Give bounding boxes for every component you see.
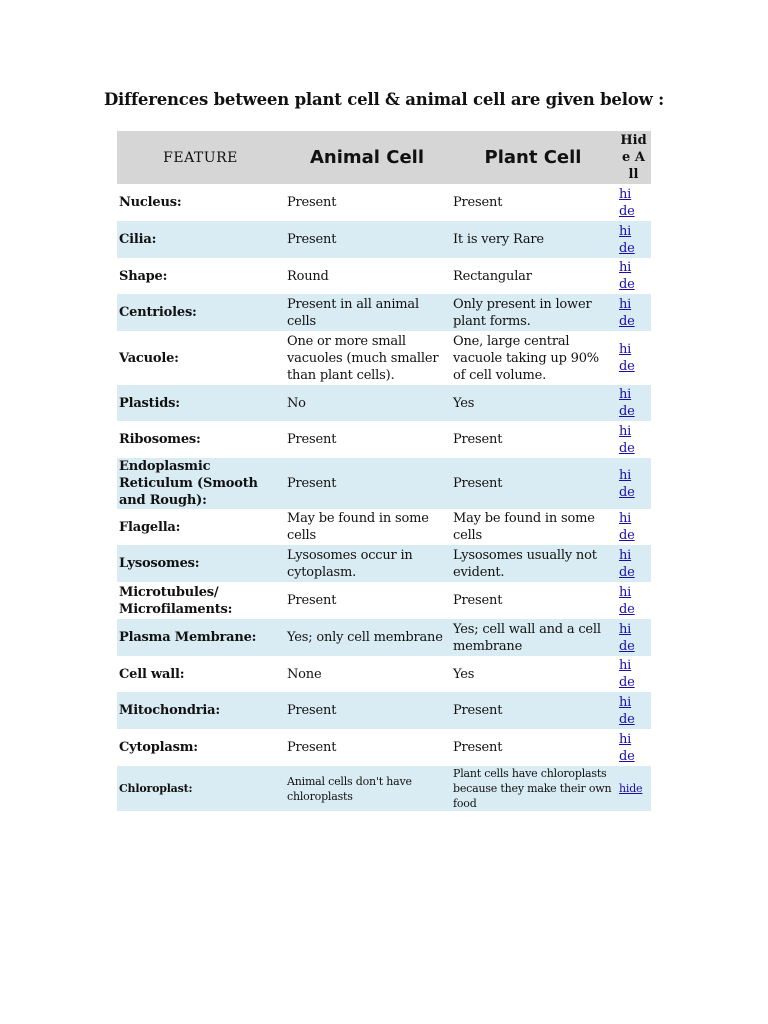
hide-row-link[interactable]: hide <box>619 547 635 580</box>
plant-cell-value: May be found in some cells <box>453 511 595 543</box>
plant-cell-value: Yes <box>453 666 475 682</box>
plant-cell-value: It is very Rare <box>450 221 616 258</box>
feature-cell: Chloroplast: <box>117 766 284 811</box>
feature-cell: Flagella: <box>119 519 181 535</box>
animal-cell-value: Yes; only cell membrane <box>284 619 450 656</box>
plant-cell-value: Present <box>453 432 503 447</box>
feature-cell: Plasma Membrane: <box>117 619 284 656</box>
animal-cell-value: One or more small vacuoles (much smaller than plant cells). <box>287 333 439 383</box>
plant-cell-value: Present <box>450 692 616 729</box>
table-row <box>117 729 651 766</box>
hide-cell <box>616 766 651 811</box>
animal-cell-value: No <box>284 385 450 421</box>
hide-cell <box>616 385 651 421</box>
table-row <box>117 619 651 656</box>
feature-cell: Lysosomes: <box>117 545 284 582</box>
hide-row-link[interactable]: hide <box>619 260 635 292</box>
animal-cell-value: Animal cells don't have chloroplasts <box>284 766 450 811</box>
feature-cell: Plastids: <box>117 385 284 421</box>
hide-row-link[interactable]: hide <box>619 186 635 219</box>
table-row <box>117 385 651 421</box>
table-row <box>117 258 651 294</box>
hide-cell <box>616 692 651 729</box>
plant-cell-value: Lysosomes usually not evident. <box>450 545 616 582</box>
hide-cell <box>616 656 651 692</box>
hide-cell <box>616 729 651 766</box>
animal-cell-value: Present <box>284 692 450 729</box>
feature-cell: Vacuole: <box>119 350 179 366</box>
hide-row-link[interactable]: hide <box>619 423 635 456</box>
animal-cell-value: Present <box>284 458 450 509</box>
feature-cell: Cell wall: <box>119 666 185 682</box>
hide-cell <box>616 619 651 656</box>
animal-cell-value: May be found in some cells <box>287 511 429 543</box>
hide-cell <box>616 258 651 294</box>
hide-row-link[interactable]: hide <box>619 296 635 329</box>
animal-cell-value: Present <box>287 593 337 608</box>
hide-cell <box>616 184 651 221</box>
hide-all-toggle[interactable]: Hide All <box>616 131 651 184</box>
plant-cell-value: Present <box>453 593 503 608</box>
feature-cell: Endoplasmic Reticulum (Smooth and Rough): <box>117 458 284 509</box>
table-body <box>117 184 651 811</box>
hide-row-link[interactable]: hide <box>619 584 635 617</box>
plant-cell-value: One, large central vacuole taking up 90% of cell volume. <box>453 333 599 383</box>
feature-cell: Cytoplasm: <box>119 740 198 755</box>
table-row <box>117 331 651 385</box>
feature-cell: Mitochondria: <box>117 692 284 729</box>
table-row <box>117 458 651 509</box>
plant-cell-value: Present <box>453 740 503 755</box>
feature-cell: Nucleus: <box>119 195 182 210</box>
hide-cell <box>616 582 651 619</box>
table-header-row <box>117 131 651 184</box>
page-title: Differences between plant cell & animal cell are given below : <box>103 90 665 109</box>
plant-cell-value: Present <box>450 458 616 509</box>
hide-cell <box>616 221 651 258</box>
plant-cell-value: Rectangular <box>453 268 532 284</box>
hide-cell <box>616 421 651 458</box>
hide-cell <box>616 331 651 385</box>
header-animal-cell: Animal Cell <box>284 131 450 184</box>
hide-cell <box>616 294 651 331</box>
feature-cell: Microtubules/ Microfilaments: <box>119 584 233 617</box>
hide-row-link[interactable]: hide <box>619 782 643 795</box>
table-row <box>117 421 651 458</box>
hide-cell <box>616 458 651 509</box>
animal-cell-value: Lysosomes occur in cytoplasm. <box>284 545 450 582</box>
hide-row-link[interactable]: hide <box>619 223 635 256</box>
animal-cell-value: Present <box>287 432 337 447</box>
feature-cell: Shape: <box>119 268 168 284</box>
plant-cell-value: Plant cells have chloroplasts because they make their own food <box>450 766 616 811</box>
comparison-table <box>117 131 651 811</box>
feature-cell: Centrioles: <box>117 294 284 331</box>
plant-cell-value: Yes; cell wall and a cell membrane <box>450 619 616 656</box>
animal-cell-value: Present <box>287 740 337 755</box>
table-row <box>117 221 651 258</box>
table-row <box>117 766 651 811</box>
animal-cell-value: Present <box>287 195 337 210</box>
hide-cell <box>616 509 651 545</box>
hide-row-link[interactable]: hide <box>619 658 635 690</box>
hide-row-link[interactable]: hide <box>619 731 635 764</box>
table-row <box>117 184 651 221</box>
animal-cell-value: Round <box>287 268 329 284</box>
hide-row-link[interactable]: hide <box>619 511 635 543</box>
table-row <box>117 582 651 619</box>
header-feature: FEATURE <box>117 131 284 184</box>
plant-cell-value: Only present in lower plant forms. <box>450 294 616 331</box>
table-row <box>117 294 651 331</box>
hide-row-link[interactable]: hide <box>619 694 635 727</box>
table-row <box>117 545 651 582</box>
feature-cell: Cilia: <box>117 221 284 258</box>
animal-cell-value: None <box>287 666 322 682</box>
table-row <box>117 692 651 729</box>
header-plant-cell: Plant Cell <box>450 131 616 184</box>
hide-row-link[interactable]: hide <box>619 621 635 654</box>
animal-cell-value: Present <box>284 221 450 258</box>
hide-row-link[interactable]: hide <box>619 387 635 419</box>
hide-cell <box>616 545 651 582</box>
plant-cell-value: Present <box>453 195 503 210</box>
hide-row-link[interactable]: hide <box>619 342 635 374</box>
table-row <box>117 509 651 545</box>
animal-cell-value: Present in all animal cells <box>284 294 450 331</box>
table-row <box>117 656 651 692</box>
plant-cell-value: Yes <box>450 385 616 421</box>
feature-cell: Ribosomes: <box>119 432 201 447</box>
hide-row-link[interactable]: hide <box>619 467 635 500</box>
